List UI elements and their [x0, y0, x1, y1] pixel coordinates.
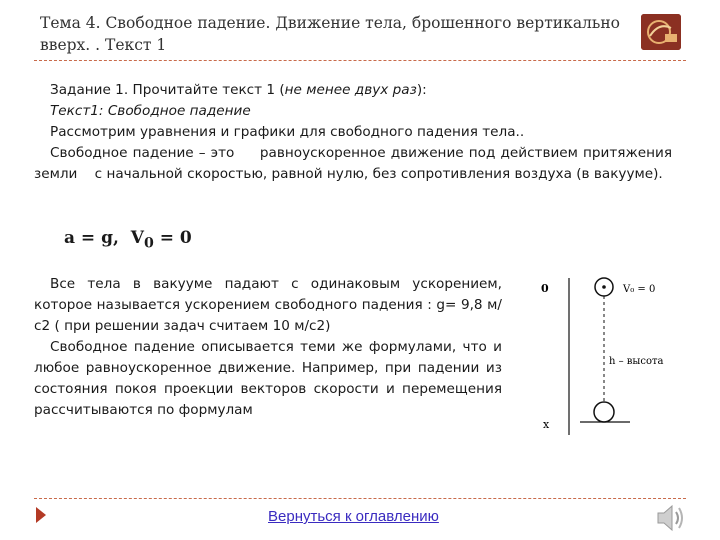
speaker-icon[interactable] — [652, 500, 688, 536]
task-line: Задание 1. Прочитайте текст 1 (не менее двух раз): — [50, 82, 427, 98]
final-ball — [594, 402, 614, 422]
formula-acceleration: a = g, — [64, 228, 119, 248]
origin-label: 0 — [541, 282, 549, 295]
text-heading: Текст1: Свободное падение — [50, 103, 251, 119]
back-to-contents-link[interactable]: Вернуться к оглавлению — [268, 508, 439, 525]
text-block — [34, 80, 677, 185]
slide-title: Тема 4. Свободное падение. Движение тела, брошенного вертикально вверх. . Текст 1 — [40, 14, 621, 54]
formula-equals: = 0 — [153, 228, 192, 248]
axis-label: x — [543, 418, 550, 431]
paragraph-2: Свободное падение – это равноускоренное движение под действием притяжения земли с начальной скоростью, равной нулю, без сопротивления воздуха (в вакууме). — [34, 145, 677, 182]
paragraph-4: Свободное падение описывается теми же формулами, что и любое равноускоренное движение. Например, при падении из состояния покоя проекции векторов скорости и перемещения рассчитываются по формулам — [34, 339, 502, 418]
v0-label: V₀ = 0 — [623, 284, 656, 295]
paragraph-1: Рассмотрим уравнения и графики для свободного падения тела.. — [50, 124, 525, 140]
header-divider — [34, 60, 686, 61]
formula — [64, 228, 192, 251]
formula-subscript: 0 — [143, 235, 154, 252]
height-label: h – высота — [609, 356, 664, 367]
next-arrow-icon[interactable] — [36, 507, 46, 523]
formula-velocity: V — [130, 228, 144, 248]
logo-icon — [641, 14, 681, 50]
body-text — [34, 274, 502, 421]
paragraph-3: Все тела в вакууме падают с одинаковым ускорением, которое называется ускорением свободного падения : g= 9,8 м/с2 ( при решении задач считаем 10 м/с2) — [34, 276, 502, 334]
free-fall-diagram — [525, 270, 695, 440]
footer-divider — [34, 498, 686, 499]
